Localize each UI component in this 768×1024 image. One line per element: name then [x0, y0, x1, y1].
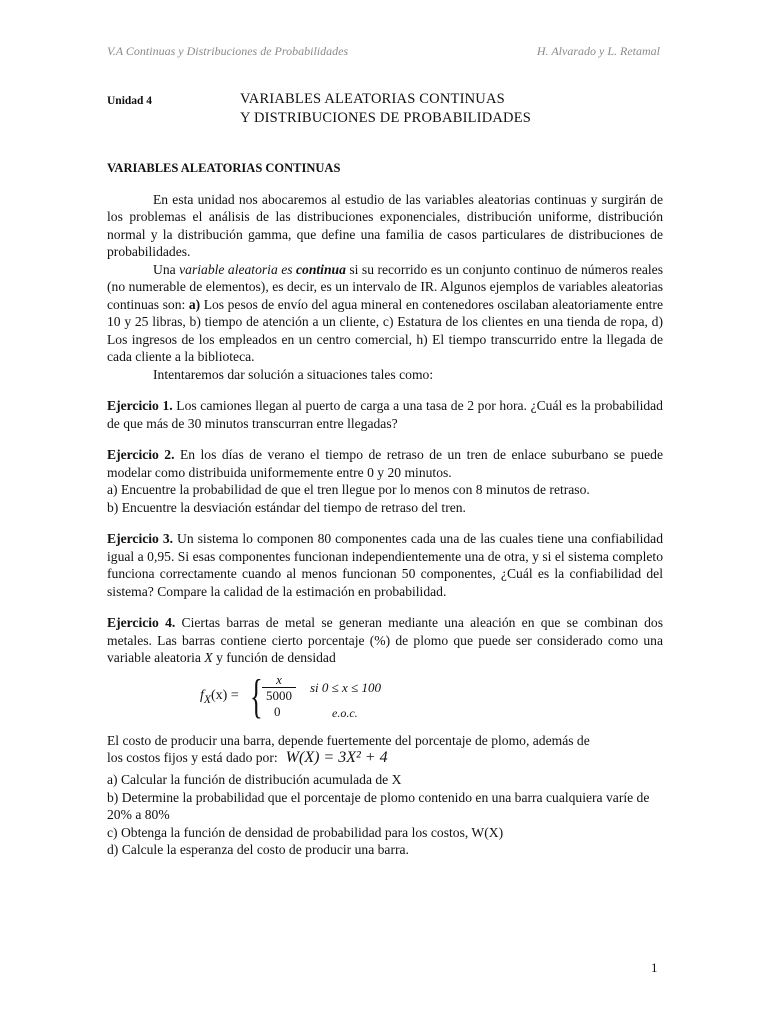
exercise-1-title: Ejercicio 1. [107, 398, 173, 413]
exercise-4-text-post: y función de densidad [212, 650, 336, 665]
exercise-4-item-d: d) Calcule la esperanza del costo de producir una barra. [107, 842, 409, 857]
exercise-4-text-pre: Ciertas barras de metal se generan mediante una aleación en que se combinan dos metales. Las barras contiene cierto porcentaje (%) de plomo que puede ser considerado como una variable aleatoria [107, 615, 663, 665]
header-right-text: H. Alvarado y L. Retamal [536, 44, 660, 58]
exercise-3-text: Un sistema lo componen 80 componentes cada una de las cuales tiene una confiabilidad igual a 0,95. Si esas componentes funcionan independientemente una de otra, y si el sistema completo funciona correctamente cuando al menos funcionan 50 componentes, ¿Cuál es la confiabilidad del sistema? Compare la calidad de la estimación en probabilidad. [107, 531, 663, 599]
exercise-4-title: Ejercicio 4. [107, 615, 176, 630]
definition-paragraph [107, 261, 663, 366]
formula-condition-1: si 0 ≤ x ≤ 100 [310, 679, 381, 695]
intro-paragraph: En esta unidad nos abocaremos al estudio de las variables aleatorias continuas y surgirán de los problemas el análisis de las distribuciones exponenciales, distribución uniforme, distribución normal y la distribución gamma, que define una familia de casos particulares de distribuciones de probabilidades. [107, 191, 663, 259]
main-content [107, 160, 663, 859]
exercise-1 [107, 397, 663, 432]
closing-sentence: Intentaremos dar solución a situaciones tales como: [153, 366, 434, 382]
definition-term-bold: continua [296, 261, 346, 277]
formula-denominator: 5000 [266, 687, 292, 703]
exercise-4-item-a: a) Calcular la función de distribución acumulada de X [107, 772, 402, 787]
formula-lhs-sub: X [203, 692, 212, 706]
exercise-2 [107, 446, 663, 481]
unit-title [240, 90, 531, 128]
exercise-2-title: Ejercicio 2. [107, 447, 175, 462]
exercise-4-item-b: b) Determine la probabilidad que el porcentaje de plomo contenido en una barra cualquiera varíe de 20% a 80% [107, 789, 650, 822]
cost-text-1: El costo de producir una barra, depende fuertemente del porcentaje de plomo, además de [107, 732, 590, 748]
exercise-2-item-a: a) Encuentre la probabilidad de que el tren llegue por lo menos con 8 minutos de retraso. [107, 482, 590, 497]
formula-zero: 0 [274, 703, 281, 719]
definition-term: variable aleatoria es [179, 261, 297, 277]
definition-rest: Los pesos de envío del agua mineral en contenedores oscilaban aleatoriamente entre 10 y 25 libras, b) tiempo de atención a un cliente, c) Estatura de los clientes en una tienda de ropa, d) Los ingresos de los empleados en un centro comercial, h) El tiempo transcurrido entre la llegada de cada cliente a la biblioteca. [107, 296, 663, 364]
formula-lhs: $f_X(x)$ = [200, 687, 239, 706]
exercise-4 [107, 614, 663, 667]
unit-title-line-1: VARIABLES ALEATORIAS CONTINUAS [240, 91, 505, 107]
definition-item-a: a) [188, 296, 201, 312]
cost-line [107, 749, 663, 771]
formula-lhs-arg: (x) = [211, 687, 239, 703]
exercise-4-item-c: c) Obtenga la función de densidad de probabilidad para los costos, W(X) [107, 824, 504, 840]
density-formula [107, 670, 663, 726]
formula-brace: { [250, 669, 263, 723]
formula-fraction [262, 672, 296, 703]
exercise-2-item-b: b) Encuentre la desviación estándar del tiempo de retraso del tren. [107, 499, 466, 515]
exercise-1-text: Los camiones llegan al puerto de carga a una tasa de 2 por hora. ¿Cuál es la probabilidad de que más de 30 minutos transcurran entre llegadas? [107, 398, 663, 431]
section-heading: VARIABLES ALEATORIAS CONTINUAS [107, 161, 341, 175]
cost-equation: W(X) = 3X² + 4 [285, 749, 388, 766]
exercise-3-title: Ejercicio 3. [107, 531, 174, 546]
cost-text-2: los costos fijos y está dado por: [107, 750, 278, 765]
page-number: 1 [651, 960, 658, 975]
header-left-text: V.A Continuas y Distribuciones de Probabilidades [107, 44, 349, 58]
definition-text: si su recorrido es un conjunto continuo de números reales (no numerable de elementos), es decir, es un intervalo de IR. Algunos ejemplos de variables aleatorias continuas son: [107, 261, 663, 312]
unit-title-line-2: Y DISTRIBUCIONES DE PROBABILIDADES [240, 110, 532, 126]
definition-pre: Una [153, 261, 180, 277]
exercise-4-variable: X [204, 650, 213, 665]
formula-numerator: x [262, 672, 296, 688]
exercise-2-text: En los días de verano el tiempo de retraso de un tren de enlace suburbano se puede modelar como distribuida uniformemente entre 0 y 20 minutos. [107, 447, 663, 480]
exercise-3 [107, 530, 663, 600]
formula-condition-2: e.o.c. [332, 705, 358, 720]
unit-label: Unidad 4 [107, 95, 153, 107]
